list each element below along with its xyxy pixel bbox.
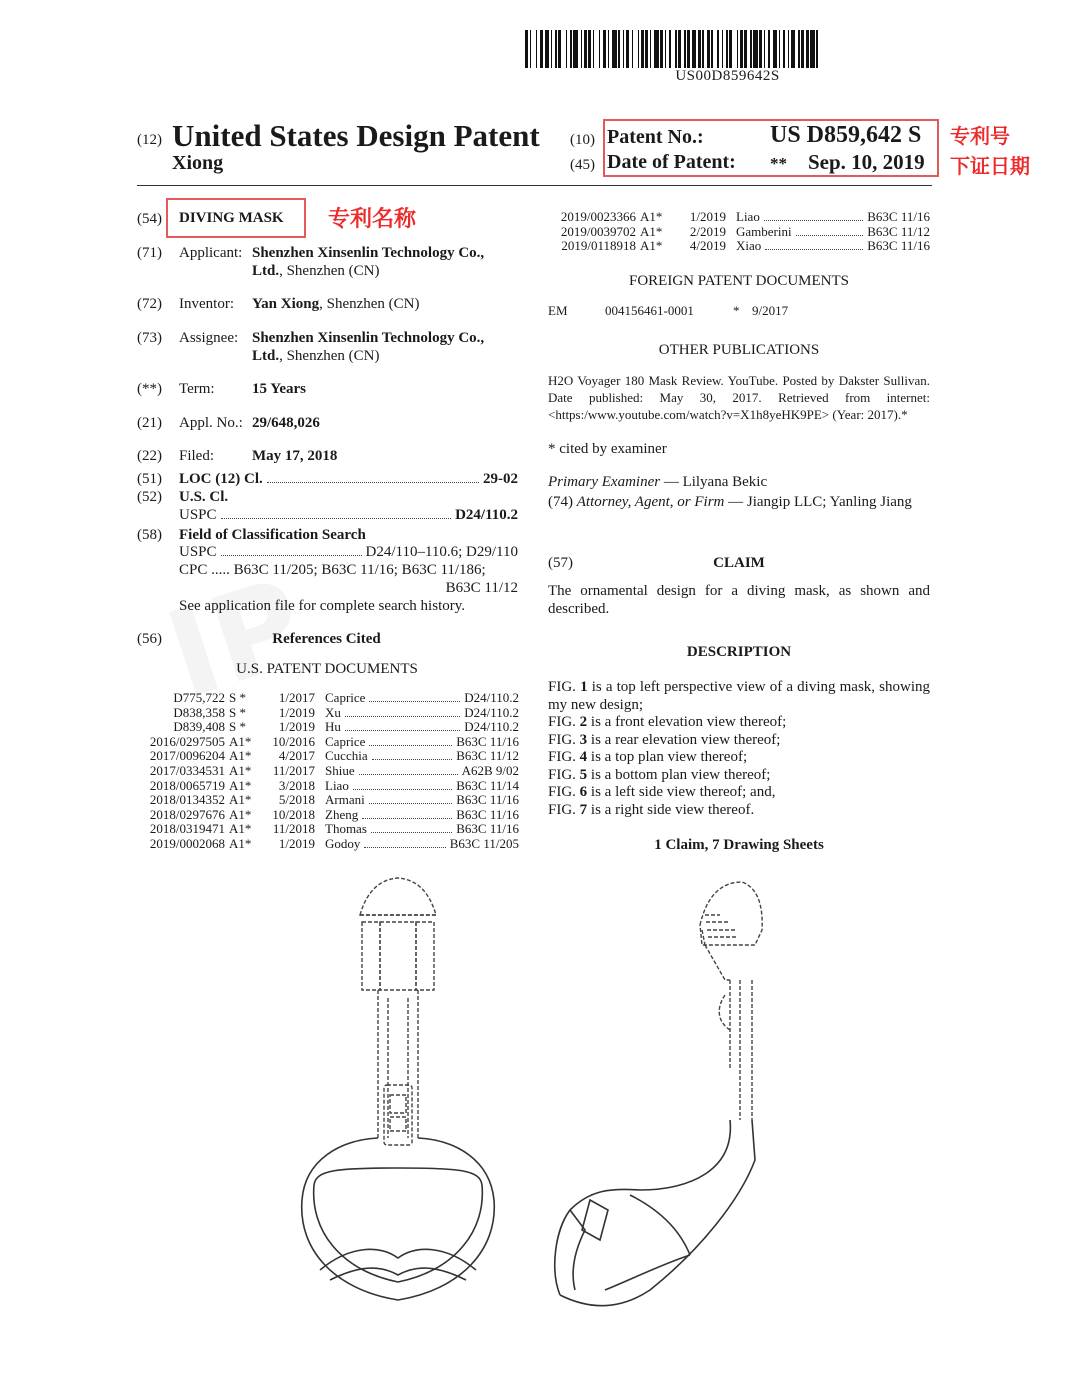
inid-code-56: (56) xyxy=(137,631,162,647)
figure-list xyxy=(548,679,930,819)
applicant-label: Applicant: xyxy=(179,245,243,261)
figure-description xyxy=(548,714,930,732)
foreign-number: 004156461-0001 xyxy=(605,303,694,318)
reference-class: D24/110.2 xyxy=(464,719,519,735)
reference-inventor: Cucchia xyxy=(325,748,368,764)
examiner-label: Primary Examiner xyxy=(548,474,661,490)
inid-code-12: (12) xyxy=(137,132,162,148)
claim-title: CLAIM xyxy=(713,555,765,571)
reference-date: 11/2018 xyxy=(272,821,315,837)
reference-row xyxy=(137,837,519,852)
reference-kind: S * xyxy=(229,719,246,735)
reference-date: 1/2019 xyxy=(278,719,315,735)
figure-number: 4 xyxy=(579,749,588,765)
inid-code-51: (51) xyxy=(137,471,162,487)
appl-value: 29/648,026 xyxy=(252,415,320,431)
reference-inventor: Liao xyxy=(325,777,349,793)
inid-code-10: (10) xyxy=(570,132,595,148)
field-uspc-label: USPC xyxy=(179,544,217,560)
side-view-drawing xyxy=(530,870,800,1330)
reference-row xyxy=(137,749,519,764)
assignee-label: Assignee: xyxy=(179,330,239,346)
reference-inventor: Xu xyxy=(325,704,341,720)
reference-row xyxy=(137,808,519,823)
figure-text: is a bottom plan view thereof; xyxy=(587,766,771,783)
reference-number: 2016/0297505 xyxy=(149,733,225,749)
reference-class: B63C 11/16 xyxy=(456,792,519,808)
filed-value: May 17, 2018 xyxy=(252,448,338,464)
figure-number: 6 xyxy=(579,784,588,800)
reference-class: D24/110.2 xyxy=(464,704,519,720)
reference-kind: A1* xyxy=(229,806,252,822)
figure-prefix: FIG. xyxy=(548,749,580,765)
figure-description xyxy=(548,679,930,714)
attorney-code: (74) xyxy=(548,494,573,510)
annotation-patent-number: 专利号 xyxy=(950,124,1010,148)
field-label: Field of Classification Search xyxy=(179,527,366,543)
reference-number: 2019/0023366 xyxy=(560,209,636,224)
figure-prefix: FIG. xyxy=(548,766,580,783)
field-uspc-row xyxy=(179,543,518,561)
snorkel-vent-left xyxy=(362,922,380,990)
uspc-row xyxy=(179,506,518,524)
figure-prefix: FIG. xyxy=(548,731,580,748)
inid-code-72: (72) xyxy=(137,296,162,312)
figure-prefix: FIG. xyxy=(548,679,581,695)
loc-label: LOC (12) Cl. xyxy=(179,471,263,487)
foreign-date: 9/2017 xyxy=(752,303,789,318)
inid-code-22: (22) xyxy=(137,448,162,464)
figure-prefix: FIG. xyxy=(548,714,580,730)
references-title: References Cited xyxy=(272,631,381,647)
reference-kind: A1* xyxy=(229,762,252,778)
document-type: United States Design Patent xyxy=(172,118,540,153)
figure-text: is a top left perspective view of a diving mask, showing my new design; xyxy=(548,679,931,713)
barcode-bar xyxy=(818,30,821,68)
reference-class: B63C 11/16 xyxy=(456,733,519,749)
loc-row xyxy=(179,470,518,488)
filed-label: Filed: xyxy=(179,448,215,464)
reference-class: B63C 11/12 xyxy=(867,223,930,239)
reference-inventor: Godoy xyxy=(325,835,361,851)
reference-number: D839,408 xyxy=(173,719,225,735)
reference-inventor: Caprice xyxy=(325,690,366,705)
barcode xyxy=(525,30,930,68)
inid-code-54: (54) xyxy=(137,211,162,227)
figure-prefix: FIG. xyxy=(548,801,580,818)
date-label: Date of Patent: xyxy=(607,151,736,173)
patent-number: US D859,642 S xyxy=(770,122,922,148)
reference-row xyxy=(548,210,930,225)
applicant-name: Shenzhen Xinsenlin Technology Co., xyxy=(252,245,485,261)
reference-kind: A1* xyxy=(229,792,252,808)
patent-title: DIVING MASK xyxy=(179,210,284,226)
field-cpc-row xyxy=(179,561,518,579)
reference-class: B63C 11/16 xyxy=(867,209,930,224)
description-title: DESCRIPTION xyxy=(686,644,792,660)
barcode-number: US00D859642S xyxy=(675,68,780,84)
reference-row xyxy=(137,764,519,779)
reference-row xyxy=(137,735,519,750)
assignee-block xyxy=(252,329,522,365)
field-uspc-value: D24/110–110.6; D29/110 xyxy=(365,544,518,560)
highlight-box-patent xyxy=(603,119,939,177)
assignee-name-2: Ltd. xyxy=(252,348,280,364)
figure-description xyxy=(548,802,930,820)
reference-kind: A1* xyxy=(229,821,252,837)
reference-kind: S * xyxy=(229,704,246,720)
figure-text: is a left side view thereof; and, xyxy=(587,784,776,800)
reference-inventor: Xiao xyxy=(736,238,762,254)
reference-inventor: Zheng xyxy=(325,806,359,822)
reference-date: 1/2017 xyxy=(278,690,315,705)
reference-kind: A1* xyxy=(229,835,252,851)
reference-date: 4/2019 xyxy=(689,238,726,254)
inventor-block xyxy=(252,295,420,313)
foreign-country: EM xyxy=(548,303,568,318)
snorkel-top-side xyxy=(700,882,762,945)
inid-code-45: (45) xyxy=(570,157,595,173)
reference-kind: S * xyxy=(229,690,246,705)
figure-description xyxy=(548,767,930,785)
reference-row xyxy=(137,779,519,794)
reference-date: 2/2019 xyxy=(689,223,726,239)
applicant-city: , Shenzhen (CN) xyxy=(279,263,380,279)
uscl-label: U.S. Cl. xyxy=(179,489,229,505)
reference-date: 1/2019 xyxy=(278,704,315,720)
figure-number: 3 xyxy=(579,731,588,748)
inid-code-71: (71) xyxy=(137,245,162,261)
foreign-docs-title: FOREIGN PATENT DOCUMENTS xyxy=(628,273,850,289)
inid-code-21: (21) xyxy=(137,415,162,431)
figure-number: 5 xyxy=(579,766,588,783)
reference-date: 10/2018 xyxy=(272,806,315,822)
examiner-line xyxy=(548,473,930,491)
figure-description xyxy=(548,784,930,802)
inid-code-73: (73) xyxy=(137,330,162,346)
reference-number: 2018/0134352 xyxy=(149,792,225,808)
reference-number: 2018/0065719 xyxy=(149,777,225,793)
annotation-issue-date: 下证日期 xyxy=(950,154,1030,178)
header-rule xyxy=(137,185,932,186)
uspc-value: D24/110.2 xyxy=(455,507,518,523)
reference-class: B63C 11/16 xyxy=(867,238,930,254)
reference-date: 10/2016 xyxy=(272,733,315,749)
reference-number: 2018/0297676 xyxy=(149,806,225,822)
us-docs-list-continued xyxy=(548,210,930,254)
see-application: See application file for complete search history. xyxy=(179,598,466,614)
reference-class: B63C 11/205 xyxy=(449,835,519,851)
reference-inventor: Thomas xyxy=(325,821,367,837)
reference-date: 4/2017 xyxy=(278,748,315,764)
reference-date: 1/2019 xyxy=(278,835,315,851)
patent-date: Sep. 10, 2019 xyxy=(808,150,925,174)
inid-code-term: (**) xyxy=(137,381,162,397)
reference-number: 2019/0002068 xyxy=(149,835,225,851)
inid-code-58: (58) xyxy=(137,527,162,543)
date-stars: ** xyxy=(770,154,787,173)
reference-class: D24/110.2 xyxy=(464,690,519,705)
attorney-label: Attorney, Agent, or Firm xyxy=(576,494,725,510)
reference-class: B63C 11/16 xyxy=(456,806,519,822)
reference-inventor: Gamberini xyxy=(736,223,792,239)
reference-date: 11/2017 xyxy=(272,762,315,778)
reference-date: 1/2019 xyxy=(689,209,726,224)
reference-kind: A1* xyxy=(640,238,663,254)
inid-code-52: (52) xyxy=(137,489,162,505)
figure-text: is a top plan view thereof; xyxy=(587,749,748,765)
us-docs-list xyxy=(137,691,519,852)
reference-class: B63C 11/12 xyxy=(456,748,519,764)
annotation-patent-name: 专利名称 xyxy=(328,207,417,232)
reference-class: B63C 11/14 xyxy=(456,777,519,793)
reference-row xyxy=(137,720,519,735)
reference-row xyxy=(137,691,519,706)
reference-row xyxy=(137,822,519,837)
reference-class: B63C 11/16 xyxy=(456,821,519,837)
claims-sheets-summary: 1 Claim, 7 Drawing Sheets xyxy=(654,837,824,853)
reference-kind: A1* xyxy=(229,777,252,793)
reference-inventor: Shiue xyxy=(325,762,355,778)
inid-code-57: (57) xyxy=(548,555,573,571)
figure-text: is a front elevation view thereof; xyxy=(587,714,787,730)
reference-inventor: Caprice xyxy=(325,733,366,749)
cited-by-examiner: * cited by examiner xyxy=(548,441,667,457)
us-docs-title: U.S. PATENT DOCUMENTS xyxy=(236,661,418,677)
loc-value: 29-02 xyxy=(483,471,518,487)
reference-kind: A1* xyxy=(229,733,252,749)
applicant-block xyxy=(252,244,522,280)
examiner-name: — Lilyana Bekic xyxy=(660,474,768,490)
inventor-name: Yan Xiong xyxy=(252,296,320,312)
inventor-surname: Xiong xyxy=(172,152,224,174)
attorney-name: — Jiangip LLC; Yanling Jiang xyxy=(724,494,912,510)
reference-row xyxy=(137,793,519,808)
figure-number: 7 xyxy=(579,801,588,818)
reference-kind: A1* xyxy=(640,223,663,239)
reference-inventor: Hu xyxy=(325,719,341,735)
reference-date: 5/2018 xyxy=(278,792,315,808)
other-publication-text: H2O Voyager 180 Mask Review. YouTube. Posted by Dakster Sullivan. Date published: May 30, 2017. Retrieved from internet: <https:/www.youtube.com/watch?v=X1h8yeHK9PE> (Year: 2017).* xyxy=(548,373,930,422)
reference-number: D775,722 xyxy=(173,690,225,705)
reference-number: 2019/0118918 xyxy=(561,238,636,254)
front-view-drawing xyxy=(280,870,520,1330)
figure-text: is a rear elevation view thereof; xyxy=(587,731,781,748)
patent-number-label: Patent No.: xyxy=(607,126,704,148)
reference-number: 2017/0334531 xyxy=(149,762,225,778)
term-value: 15 Years xyxy=(252,381,307,397)
figure-prefix: FIG. xyxy=(548,784,580,800)
snorkel-vent-right xyxy=(416,922,434,990)
reference-kind: A1* xyxy=(229,748,252,764)
reference-inventor: Armani xyxy=(325,792,365,808)
reference-class: A62B 9/02 xyxy=(461,762,519,778)
foreign-star: * xyxy=(733,303,740,318)
reference-inventor: Liao xyxy=(736,209,760,224)
reference-number: D838,358 xyxy=(173,704,225,720)
assignee-city: , Shenzhen (CN) xyxy=(279,348,380,364)
reference-number: 2017/0096204 xyxy=(149,748,225,764)
reference-row xyxy=(548,225,930,240)
assignee-name: Shenzhen Xinsenlin Technology Co., xyxy=(252,330,485,346)
reference-date: 3/2018 xyxy=(278,777,315,793)
figure-number: 2 xyxy=(579,714,588,730)
field-cpc-value: B63C 11/205; B63C 11/16; B63C 11/186; xyxy=(233,562,486,578)
reference-number: 2018/0319471 xyxy=(149,821,225,837)
mask-lens xyxy=(314,1168,483,1282)
figure-description xyxy=(548,749,930,767)
reference-kind: A1* xyxy=(640,209,663,224)
inventor-city: , Shenzhen (CN) xyxy=(319,296,420,312)
applicant-name-2: Ltd. xyxy=(252,263,280,279)
figure-number: 1 xyxy=(580,679,588,695)
figure-description xyxy=(548,732,930,750)
reference-row xyxy=(548,239,930,254)
uspc-label: USPC xyxy=(179,507,217,523)
field-cpc-label: CPC ..... xyxy=(179,562,230,578)
claim-text: The ornamental design for a diving mask, as shown and described. xyxy=(548,583,930,617)
snorkel-top-cap xyxy=(360,878,436,915)
term-label: Term: xyxy=(179,381,215,397)
figure-text: is a right side view thereof. xyxy=(587,801,755,818)
attorney-line xyxy=(548,493,930,511)
other-publications-title: OTHER PUBLICATIONS xyxy=(658,342,820,358)
reference-number: 2019/0039702 xyxy=(560,223,636,239)
reference-row xyxy=(137,706,519,721)
inventor-label: Inventor: xyxy=(179,296,234,312)
appl-label: Appl. No.: xyxy=(179,415,243,431)
field-cpc-value-2: B63C 11/12 xyxy=(445,580,518,596)
